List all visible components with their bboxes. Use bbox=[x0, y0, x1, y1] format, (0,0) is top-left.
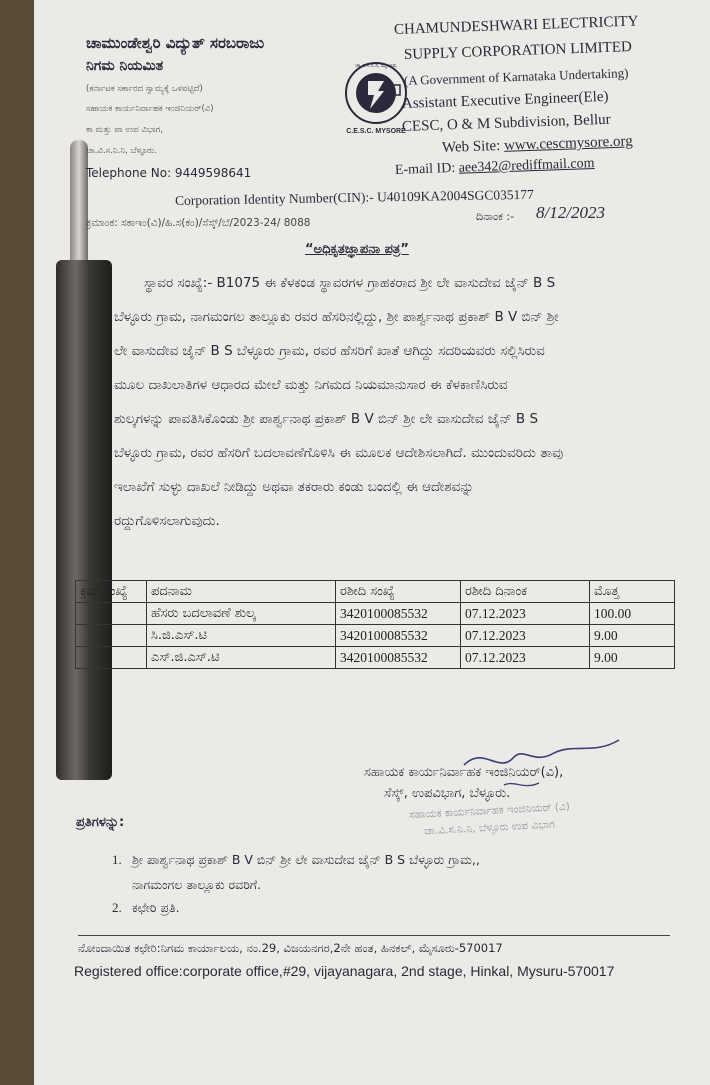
copy-item-number: 2. bbox=[112, 900, 122, 915]
en-subdivision: CESC, O & M Subdivision, Bellur bbox=[401, 111, 611, 135]
copy-item-1: ಶ್ರೀ ಪಾರ್ಶ್ವನಾಥ ಪ್ರಕಾಶ್ B V ಬಿನ್ ಶ್ರೀ ಲೇ ವಾಸುದೇವ ಜೈನ್ B S ಬೆಳ್ಳೂರು ಗ್ರಾಮ,, bbox=[132, 852, 480, 867]
table-cell: 9.00 bbox=[590, 647, 675, 669]
document-title: “ಅಧಿಕೃತಜ್ಞಾಪನಾ ಪತ್ರ” bbox=[305, 242, 409, 257]
document-page bbox=[34, 0, 710, 1085]
kn-subdivision: ಕಾ ಮತ್ತು ಪಾ ಉಪ ವಿಭಾಗ, bbox=[86, 125, 164, 135]
table-cell: 3420100085532 bbox=[336, 625, 461, 647]
footer-en-address: Registered office:corporate office,#29, vijayanagara, 2nd stage, Hinkal, Mysuru-570017 bbox=[74, 963, 615, 979]
fees-table bbox=[75, 580, 675, 669]
table-header: ಮೊತ್ತ bbox=[590, 581, 675, 603]
signatory-designation: ಸಹಾಯಕ ಕಾರ್ಯನಿರ್ವಾಹಕ ಇಂಜಿನಿಯರ್(ವಿ), bbox=[364, 765, 564, 780]
table-row bbox=[76, 625, 675, 647]
body-line: ರದ್ದುಗೊಳಿಸಲಾಗುವುದು. bbox=[114, 513, 220, 529]
table-cell: 07.12.2023 bbox=[461, 603, 590, 625]
table-cell: ಸಿ.ಜಿ.ಎಸ್.ಟಿ bbox=[147, 625, 336, 647]
kn-designation: ಸಹಾಯಕ ಕಾರ್ಯನಿರ್ವಾಹಕ ಇಂಜಿನಿಯರ್(ವಿ) bbox=[86, 104, 214, 114]
en-org-line2: SUPPLY CORPORATION LIMITED bbox=[403, 39, 633, 63]
copy-item-1-cont: ನಾಗಮಂಗಲ ತಾಲ್ಲೂಕು ರವರಿಗೆ. bbox=[132, 877, 262, 892]
office-stamp-line2: ಚಾ.ವಿ.ಸ.ನಿ.ನಿ, ಬೆಳ್ಳೂರು ಉಪ ವಿಭಾಗ bbox=[423, 818, 556, 838]
body-paragraph bbox=[114, 266, 704, 538]
kn-org-name: ಚಾಮುಂಡೇಶ್ವರಿ ವಿದ್ಯುತ್ ಸರಬರಾಜು bbox=[86, 34, 265, 52]
table-row bbox=[76, 603, 675, 625]
en-org-line1: CHAMUNDESHWARI ELECTRICITY bbox=[393, 13, 639, 38]
body-line: ಬೆಳ್ಳೂರು ಗ್ರಾಮ, ರವರ ಹೆಸರಿಗೆ ಬದಲಾವಣೆಗೊಳಿಸಿ ಈ ಮೂಲಕ ಆದೇಶಿಸಲಾಗಿದೆ. ಮುಂದುವರಿದು ತಾವು bbox=[114, 445, 564, 461]
reference-number: ಕ್ರಮಾಂಕ: ಸಕಾಇಂ(ವಿ)/ಹಿ.ಸ(ಕಂ)/ಸೆಸ್ಕ್/ಬೆ/2023-24/ 8088 bbox=[86, 217, 311, 229]
telephone: Telephone No: 9449598641 bbox=[86, 166, 252, 180]
table-cell: 3420100085532 bbox=[336, 647, 461, 669]
table-cell: 9.00 bbox=[590, 625, 675, 647]
copy-item-2: ಕಛೇರಿ ಪ್ರತಿ. bbox=[132, 900, 180, 915]
body-line: ಲೇ ವಾಸುದೇವ ಜೈನ್ B S ಬೆಳ್ಳೂರು ಗ್ರಾಮ, ರವರ ಹೆಸರಿಗೆ ಖಾತೆ ಆಗಿದ್ದು ಸದರಿಯವರು ಸಲ್ಲಿಸಿರುವ bbox=[114, 343, 545, 359]
table-header-row bbox=[76, 581, 675, 603]
table-cell bbox=[76, 647, 147, 669]
table-cell: 07.12.2023 bbox=[461, 625, 590, 647]
table-header: ರಶೀದಿ ದಿನಾಂಕ bbox=[461, 581, 590, 603]
table-cell: ಎಸ್.ಜಿ.ಎಸ್.ಟಿ bbox=[147, 647, 336, 669]
footer-kn-address: ನೋಂದಾಯಿತ ಕಛೇರಿ:ನಿಗಮ ಕಾರ್ಯಾಲಯ, ನಂ.29, ವಿಜಯನಗರ,2ನೇ ಹಂತ, ಹಿನಕಲ್, ಮೈಸೂರು-570017 bbox=[78, 941, 503, 955]
kn-govt-line: (ಕರ್ನಾಟಕ ಸರ್ಕಾರದ ಸ್ವಾಮ್ಯಕ್ಕೆ ಒಳಪಟ್ಟಿದೆ) bbox=[86, 84, 203, 94]
cin-line: Corporation Identity Number(CIN):- U40109KA2004SGC035177 bbox=[174, 186, 534, 208]
website-link[interactable]: www.cescmysore.org bbox=[503, 133, 633, 154]
copy-item-number: 1. bbox=[112, 852, 122, 867]
logo-top-text: ಚಾ.ವಿ.ಸ.ನಿ.ನಿ, ಮೈಸೂರು bbox=[355, 63, 397, 69]
table-cell: 3420100085532 bbox=[336, 603, 461, 625]
office-stamp-line1: ಸಹಾಯಕ ಕಾರ್ಯನಿರ್ವಾಹಕ ಇಂಜಿನಿಯರ್ (ವಿ) bbox=[408, 800, 571, 822]
copies-heading: ಪ್ರತಿಗಳನ್ನು: bbox=[76, 815, 125, 830]
kn-org-name-2: ನಿಗಮ ನಿಯಮಿತ bbox=[86, 58, 164, 74]
kn-place: ಚಾ.ವಿ.ಸ.ನಿ.ನಿ, ಬೆಳ್ಳೂರು. bbox=[86, 146, 158, 156]
table-header: ಕ್ರಮ ಸಂಖ್ಯೆ bbox=[76, 581, 147, 603]
email-line: E-mail ID: aee342@rediffmail.com bbox=[394, 156, 595, 178]
footer-rule bbox=[78, 935, 670, 936]
email-link[interactable]: aee342@rediffmail.com bbox=[458, 156, 595, 176]
body-line: ಸ್ಥಾವರ ಸಂಖ್ಯೆ:- B1075 ಈ ಕೆಳಕಂಡ ಸ್ಥಾವರಗಳ ಗ್ರಾಹಕರಾದ ಶ್ರೀ ಲೇ ವಾಸುದೇವ ಜೈನ್ B S bbox=[144, 275, 556, 291]
table-cell: ಹೆಸರು ಬದಲಾವಣೆ ಶುಲ್ಕ bbox=[147, 603, 336, 625]
en-designation: Assistant Executive Engineer(Ele) bbox=[401, 88, 609, 112]
table-cell: 100.00 bbox=[590, 603, 675, 625]
table-header: ರಶೀದಿ ಸಂಖ್ಯೆ bbox=[336, 581, 461, 603]
body-line: ಇಲಾಖೆಗೆ ಸುಳ್ಳು ದಾಖಲೆ ನೀಡಿದ್ದು ಅಥವಾ ತಕರಾರು ಕಂಡು ಬಂದಲ್ಲಿ ಈ ಆದೇಶವನ್ನು bbox=[114, 479, 474, 495]
date-value: 8/12/2023 bbox=[536, 203, 605, 222]
body-line: ಮೂಲ ದಾಖಲಾತಿಗಳ ಆಧಾರದ ಮೇಲೆ ಮತ್ತು ನಿಗಮದ ನಿಯಮಾನುಸಾರ ಈ ಕೆಳಕಾಣಿಸಿರುವ bbox=[114, 377, 508, 393]
date-label: ದಿನಾಂಕ :- bbox=[476, 210, 515, 223]
table-cell: 07.12.2023 bbox=[461, 647, 590, 669]
body-line: ಶುಲ್ಕಗಳನ್ನು ಪಾವತಿಸಿಕೊಂಡು ಶ್ರೀ ಪಾರ್ಶ್ವನಾಥ ಪ್ರಕಾಶ್ B V ಬಿನ್ ಶ್ರೀ ಲೇ ವಾಸುದೇವ ಜೈನ್ B S bbox=[114, 411, 539, 427]
table-cell bbox=[76, 603, 147, 625]
table-cell bbox=[76, 625, 147, 647]
logo-bottom-text: C.E.S.C. MYSORE bbox=[346, 128, 406, 135]
binder-spine bbox=[56, 260, 112, 780]
en-govt-line: (A Government of Karnataka Undertaking) bbox=[403, 65, 629, 88]
body-line: ಬೆಳ್ಳೂರು ಗ್ರಾಮ, ನಾಗಮಂಗಲ ತಾಲ್ಲೂಕು ರವರ ಹೆಸರಿನಲ್ಲಿದ್ದು, ಶ್ರೀ ಪಾರ್ಶ್ವನಾಥ ಪ್ರಕಾಶ್ B V ಬಿನ್ ಶ್ರೀ bbox=[114, 309, 559, 325]
table-header: ಪದನಾಮ bbox=[147, 581, 336, 603]
table-row bbox=[76, 647, 675, 669]
website-line: Web Site: www.cescmysore.org bbox=[441, 133, 633, 156]
signatory-office: ಸೆಸ್ಕ್, ಉಪವಿಭಾಗ, ಬೆಳ್ಳೂರು. bbox=[384, 786, 511, 801]
